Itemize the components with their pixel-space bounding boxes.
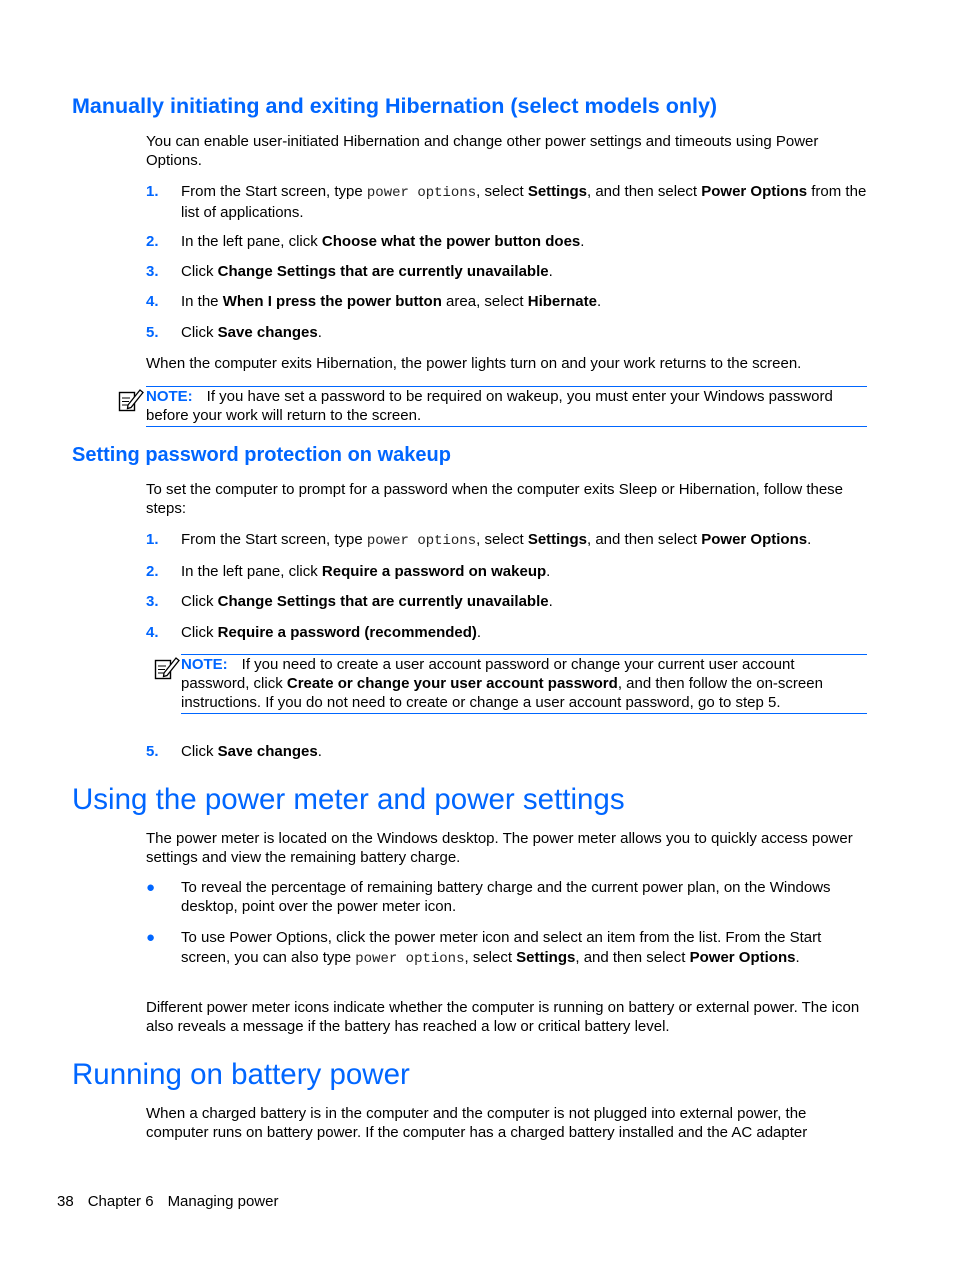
section-heading-battery-power: Running on battery power (72, 1058, 410, 1091)
code-power-options: power options (366, 185, 477, 201)
step-text (181, 323, 871, 342)
step-text-part: Click (181, 743, 218, 760)
note-label: NOTE: (181, 656, 228, 673)
list-item (146, 878, 871, 918)
bold-term: Settings (527, 531, 587, 548)
paragraph-password-intro: To set the computer to prompt for a password when the computer exits Sleep or Hibernation, follow these steps: (146, 481, 844, 517)
bullet-text-part: . (795, 949, 800, 966)
bullet-text: To reveal the percentage of remaining battery charge and the current power plan, on the Windows desktop, point over the power meter icon. (181, 879, 831, 915)
note-text: If you need to create a user account password or change your current user account password, click (181, 656, 795, 692)
page-number: 38 (57, 1193, 74, 1210)
note-box-password-wakeup (146, 386, 867, 427)
bold-term: Save changes (217, 324, 318, 341)
step-text-part: . (476, 624, 482, 641)
step-text-part: . (546, 563, 551, 580)
bullet-text-part: , select (464, 949, 517, 966)
paragraph-hibernation-after: When the computer exits Hibernation, the power lights turn on and your work returns to the screen. (146, 355, 802, 372)
note-pencil-icon (154, 656, 180, 680)
bullet-text-part: , and then select (575, 949, 690, 966)
list-item (146, 562, 871, 592)
step-text (181, 562, 871, 581)
step-list-password (146, 530, 871, 653)
step-text (181, 623, 871, 642)
bold-term: Save changes (217, 743, 318, 760)
step-number: 3. (146, 593, 159, 610)
step-text-part: In the (181, 293, 223, 310)
step-text-part: . (317, 743, 322, 760)
bold-term: Require a password on wakeup (321, 563, 547, 580)
note-box-create-password (181, 654, 867, 714)
step-text-part: Click (181, 263, 218, 280)
step-text (181, 292, 871, 311)
step-text (181, 182, 871, 222)
step-text-part: From the Start screen, type (181, 183, 367, 200)
list-item (146, 742, 871, 762)
step-number: 5. (146, 324, 159, 341)
bullet-text (181, 928, 831, 969)
step-text-part: . (807, 531, 812, 548)
list-item (146, 232, 871, 262)
step-text-part: , select (476, 183, 528, 200)
bold-term: Power Options (701, 183, 808, 200)
section-heading-hibernation: Manually initiating and exiting Hibernation (select models only) (72, 94, 718, 118)
step-list-hibernation (146, 182, 871, 353)
step-text (181, 742, 871, 761)
paragraph-power-meter-intro: The power meter is located on the Windows desktop. The power meter allows you to quickly access power settings and view the remaining battery charge. (146, 830, 853, 866)
step-text-part: , and then select (587, 183, 702, 200)
paragraph-battery-intro: When a charged battery is in the computer and the computer is not plugged into external power, the computer runs on battery power. If the computer has a charged battery installed and the AC adapter (146, 1105, 808, 1141)
list-item (146, 323, 871, 353)
step-text (181, 530, 871, 551)
note-label: NOTE: (146, 388, 193, 405)
footer-chapter: Chapter 6 (87, 1193, 154, 1210)
bold-term: Settings (527, 183, 587, 200)
list-item (146, 928, 871, 988)
code-power-options: power options (355, 951, 465, 967)
footer-chapter-title: Managing power (167, 1193, 279, 1210)
step-number: 4. (146, 293, 159, 310)
step-text (181, 262, 871, 281)
step-text-part: . (580, 233, 585, 250)
bullet: ● (146, 879, 156, 896)
list-item (146, 623, 871, 653)
bullet-text-part: To use Power Options, click the power meter icon and select an item from the list. From the Start screen, you can also type (181, 929, 822, 966)
step-text-part: Click (181, 593, 218, 610)
bold-term: Require a password (recommended) (217, 624, 477, 641)
section-heading-password-wakeup: Setting password protection on wakeup (72, 444, 451, 466)
bold-term: When I press the power button (222, 293, 442, 310)
section-heading-power-meter: Using the power meter and power settings (72, 783, 625, 816)
list-item (146, 262, 871, 292)
bold-term: Create or change your user account password (286, 675, 618, 692)
code-power-options: power options (366, 533, 477, 549)
bold-term: Hibernate (527, 293, 597, 310)
step-text-part: Click (181, 624, 218, 641)
paragraph-power-meter-icons: Different power meter icons indicate whether the computer is running on battery or external power. The icon also reveals a message if the battery has reached a low or critical battery level. (146, 999, 860, 1035)
bold-term: Power Options (701, 531, 808, 548)
step-number: 1. (146, 183, 159, 200)
list-item (146, 292, 871, 323)
list-item (146, 592, 871, 623)
step-text-part: . (596, 293, 602, 310)
page-footer (57, 1192, 278, 1211)
step-text-part: area, select (441, 293, 528, 310)
bold-term: Power Options (689, 949, 796, 966)
step-text-part: Click (181, 324, 218, 341)
step-text-part: . (317, 324, 322, 341)
step-number: 4. (146, 624, 159, 641)
step-text-part: . (548, 263, 553, 280)
bold-term: Change Settings that are currently unavailable (217, 593, 549, 610)
list-item (146, 182, 871, 232)
note-text: , and then follow the on-screen instructions. If you do not need to create or change a user account password, go to step 5. (181, 675, 823, 711)
bullet: ● (146, 929, 156, 946)
note-pencil-icon (118, 388, 144, 412)
bold-term: Change Settings that are currently unavailable (217, 263, 549, 280)
step-text-part: , and then select (587, 531, 702, 548)
step-number: 2. (146, 233, 159, 250)
paragraph-hibernation-intro: You can enable user-initiated Hibernation and change other power settings and timeouts using Power Options. (146, 133, 819, 169)
list-item (146, 530, 871, 562)
step-number: 1. (146, 531, 159, 548)
step-text (181, 232, 871, 251)
step-text-part: In the left pane, click (181, 233, 322, 250)
step-number: 5. (146, 743, 159, 760)
step-text-part: , select (476, 531, 528, 548)
step-text-part: From the Start screen, type (181, 531, 367, 548)
step-number: 3. (146, 263, 159, 280)
step-number: 2. (146, 563, 159, 580)
step-text-part: In the left pane, click (181, 563, 322, 580)
step-text (181, 592, 871, 611)
step-text-part: . (548, 593, 553, 610)
bold-term: Settings (516, 949, 576, 966)
bold-term: Choose what the power button does (321, 233, 581, 250)
note-text: If you have set a password to be required on wakeup, you must enter your Windows password before your work will return to the screen. (146, 388, 833, 424)
step-text-part: from the list of applications. (181, 183, 867, 221)
